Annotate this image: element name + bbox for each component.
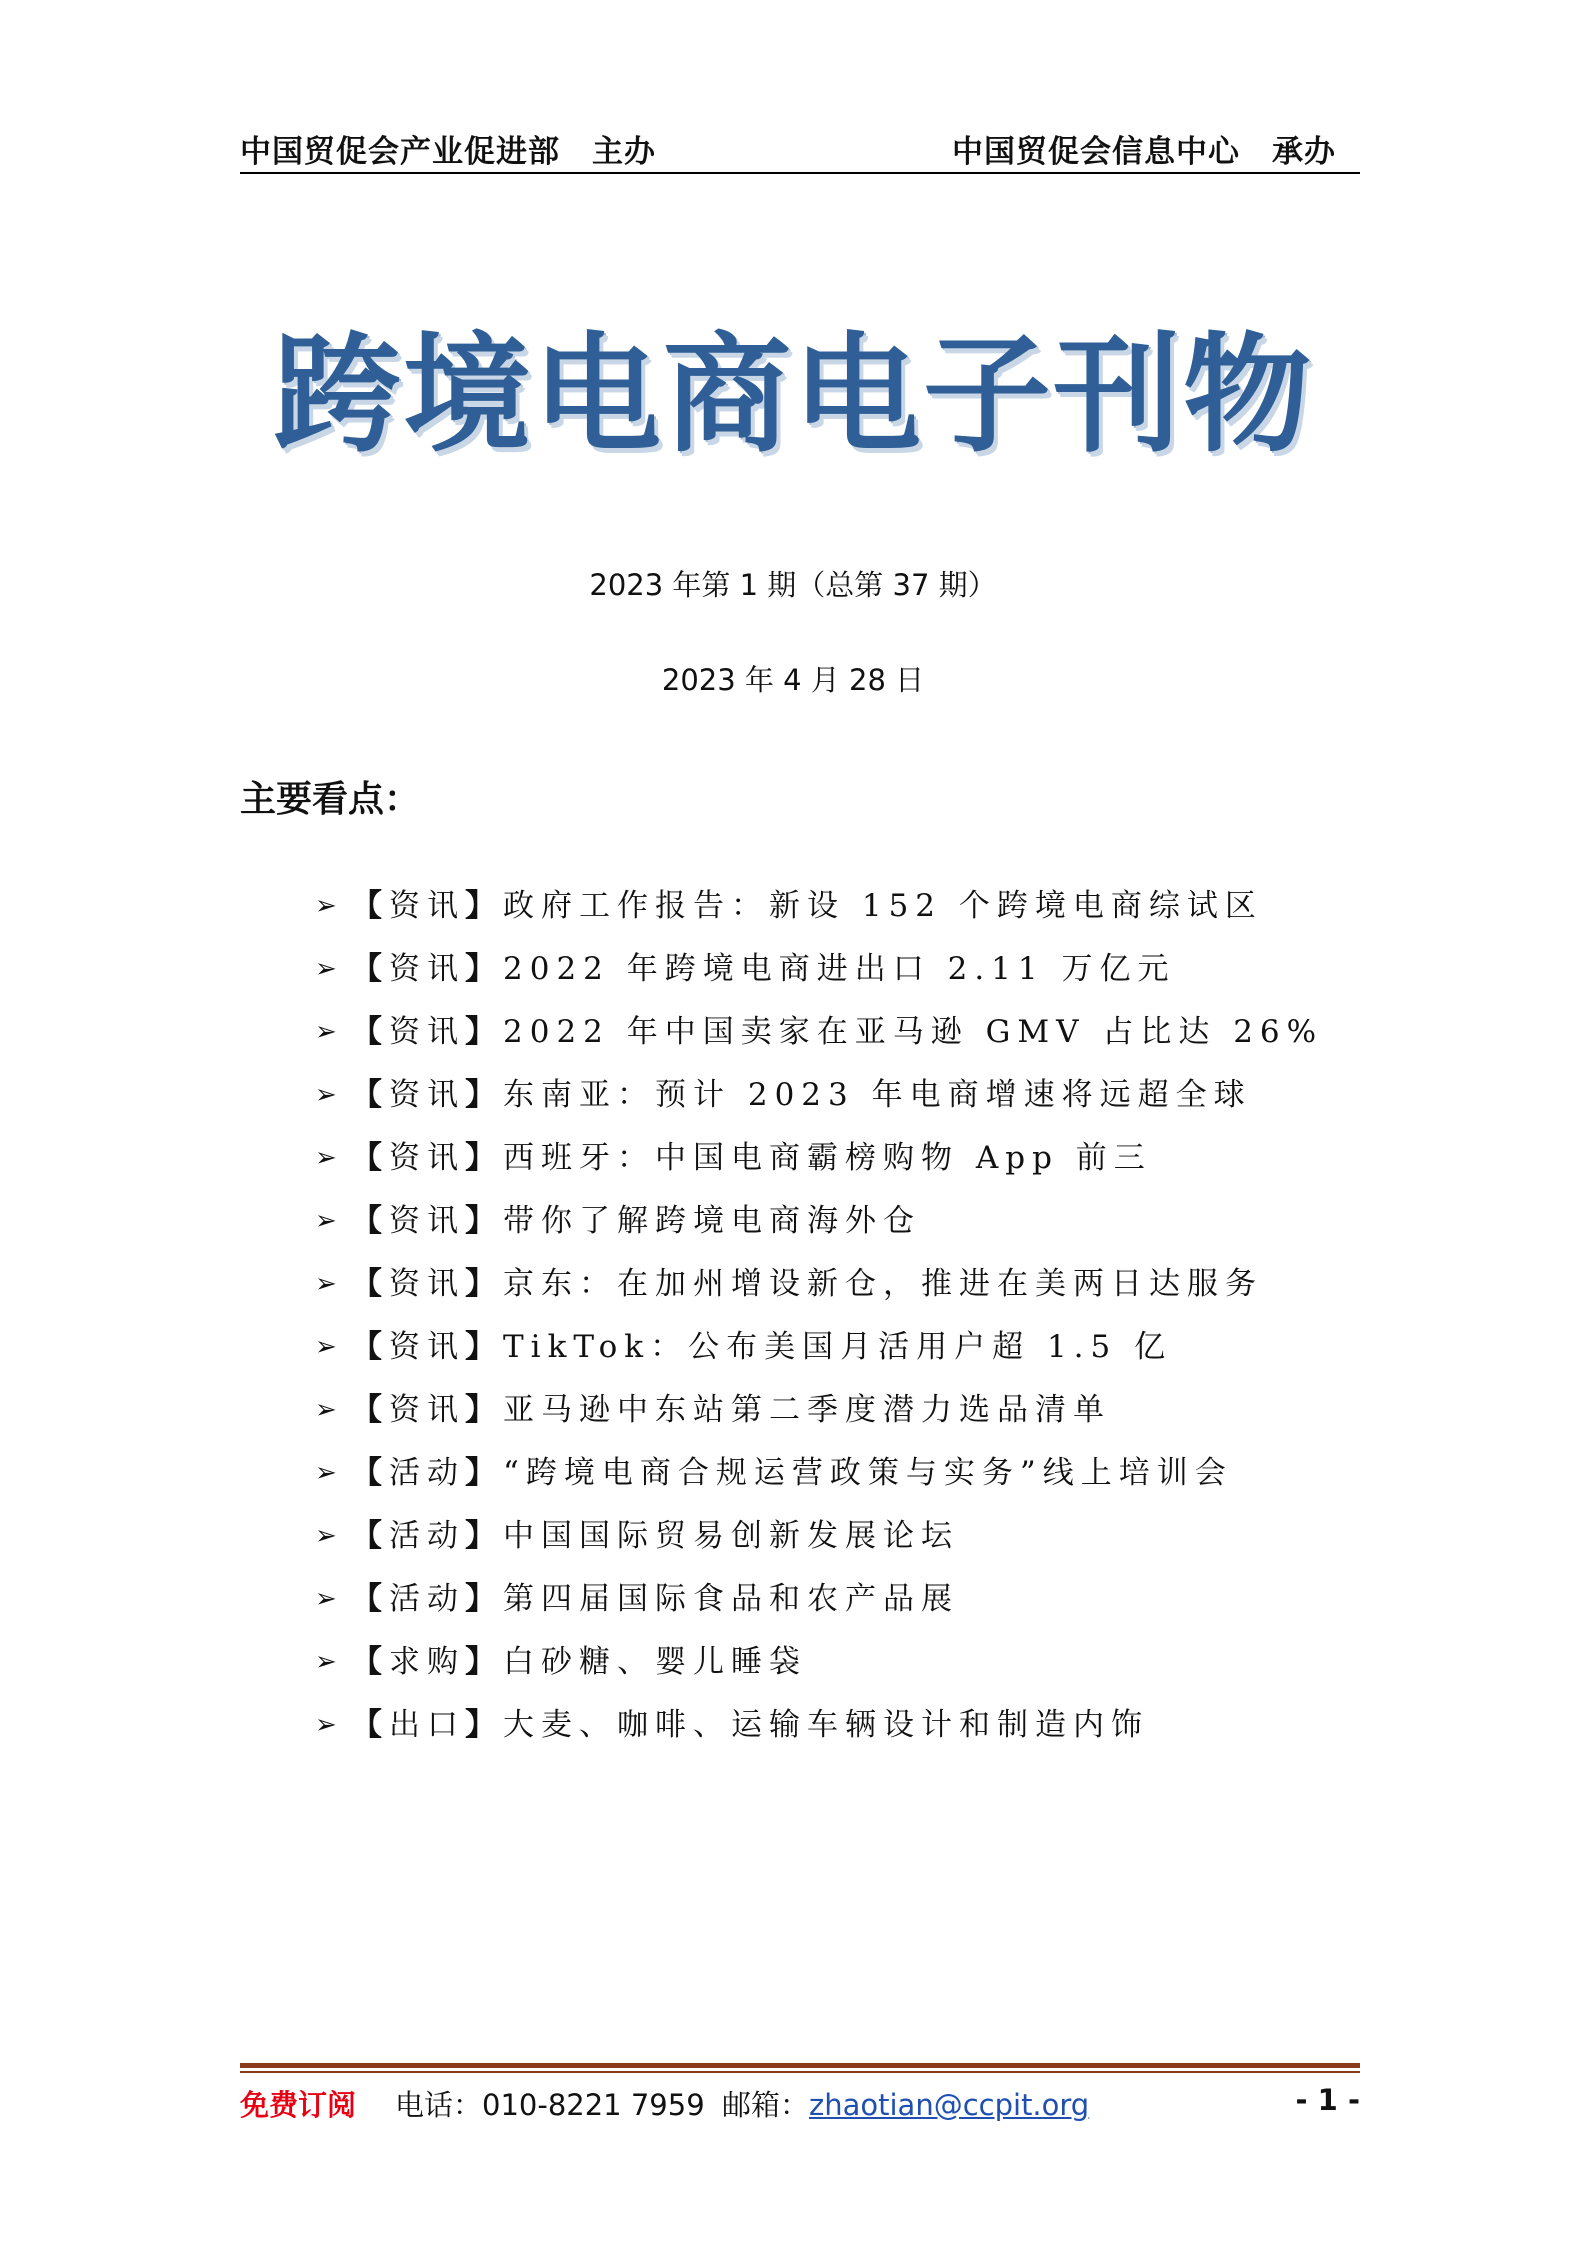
email-field <box>722 2083 1089 2124</box>
item-tag: 资讯 <box>389 1014 465 1050</box>
tag-bracket-close: 】 <box>465 1392 503 1428</box>
item-tag: 活动 <box>389 1518 465 1554</box>
tag-bracket-close: 】 <box>465 1455 503 1491</box>
item-tag: 活动 <box>389 1455 465 1491</box>
tag-bracket-open: 【 <box>351 1455 389 1491</box>
tag-bracket-close: 】 <box>465 1644 503 1680</box>
footer-rule-thin <box>240 2071 1360 2073</box>
item-tag: 资讯 <box>389 1266 465 1302</box>
arrow-bullet-icon: ➢ <box>315 1584 337 1614</box>
publication-title: 跨境电商电子刊物 <box>272 321 1313 470</box>
item-tag: 资讯 <box>389 1077 465 1113</box>
list-item <box>315 1006 1324 1069</box>
arrow-bullet-icon: ➢ <box>315 1458 337 1488</box>
item-text: 大麦、咖啡、运输车辆设计和制造内饰 <box>503 1707 1149 1743</box>
tag-bracket-close: 】 <box>465 1203 503 1239</box>
issue-number: 2023 年第 1 期（总第 37 期） <box>589 568 997 602</box>
item-text: 带你了解跨境电商海外仓 <box>503 1203 921 1239</box>
list-item <box>315 1132 1315 1195</box>
email-link[interactable]: zhaotian@ccpit.org <box>809 2088 1090 2122</box>
page-header <box>240 122 1360 174</box>
arrow-bullet-icon: ➢ <box>315 1332 337 1362</box>
arrow-bullet-icon: ➢ <box>315 1143 337 1173</box>
tag-bracket-open: 【 <box>351 1644 389 1680</box>
tag-bracket-open: 【 <box>351 1581 389 1617</box>
tag-bracket-open: 【 <box>351 951 389 987</box>
arrow-bullet-icon: ➢ <box>315 1080 337 1110</box>
tag-bracket-open: 【 <box>351 888 389 924</box>
list-item <box>315 1699 1315 1762</box>
issue-date: 2023 年 4 月 28 日 <box>661 663 925 697</box>
arrow-bullet-icon: ➢ <box>315 1710 337 1740</box>
highlights-heading: 主要看点： <box>240 779 421 820</box>
arrow-bullet-icon: ➢ <box>315 1521 337 1551</box>
item-text: 亚马逊中东站第二季度潜力选品清单 <box>503 1392 1111 1428</box>
list-item <box>315 943 1315 1006</box>
tag-bracket-open: 【 <box>351 1203 389 1239</box>
list-item <box>315 1384 1315 1447</box>
tag-bracket-close: 】 <box>465 1518 503 1554</box>
item-tag: 资讯 <box>389 888 465 924</box>
list-item <box>315 1069 1315 1132</box>
item-tag: 资讯 <box>389 1329 465 1365</box>
item-tag: 资讯 <box>389 951 465 987</box>
tag-bracket-close: 】 <box>465 1329 503 1365</box>
item-text: 东南亚：预计 2023 年电商增速将远超全球 <box>503 1077 1252 1113</box>
page-footer <box>240 2083 1360 2123</box>
host-label: 中国贸促会信息中心 承办 <box>952 134 1336 170</box>
arrow-bullet-icon: ➢ <box>315 954 337 984</box>
arrow-bullet-icon: ➢ <box>315 1269 337 1299</box>
tag-bracket-open: 【 <box>351 1707 389 1743</box>
item-text: 2022 年跨境电商进出口 2.11 万亿元 <box>503 951 1176 987</box>
tag-bracket-close: 】 <box>465 1014 503 1050</box>
item-text: 中国国际贸易创新发展论坛 <box>503 1518 959 1554</box>
email-label: 邮箱： <box>722 2088 810 2122</box>
arrow-bullet-icon: ➢ <box>315 1647 337 1677</box>
item-text: TikTok：公布美国月活用户超 1.5 亿 <box>503 1329 1173 1365</box>
tag-bracket-close: 】 <box>465 888 503 924</box>
list-item <box>315 1636 1315 1699</box>
item-text: 政府工作报告：新设 152 个跨境电商综试区 <box>503 888 1263 924</box>
tag-bracket-close: 】 <box>465 1581 503 1617</box>
list-item <box>315 1321 1315 1384</box>
item-text: 第四届国际食品和农产品展 <box>503 1581 959 1617</box>
tag-bracket-open: 【 <box>351 1140 389 1176</box>
item-text: “跨境电商合规运营政策与实务”线上培训会 <box>503 1455 1233 1491</box>
tag-bracket-close: 】 <box>465 1707 503 1743</box>
subscribe-label: 免费订阅 <box>240 2088 357 2122</box>
organizer-label: 中国贸促会产业促进部 主办 <box>240 134 656 170</box>
item-text: 京东：在加州增设新仓，推进在美两日达服务 <box>503 1266 1263 1302</box>
item-tag: 求购 <box>389 1644 465 1680</box>
tag-bracket-open: 【 <box>351 1014 389 1050</box>
item-text: 西班牙：中国电商霸榜购物 App 前三 <box>503 1140 1152 1176</box>
tag-bracket-close: 】 <box>465 1266 503 1302</box>
arrow-bullet-icon: ➢ <box>315 1395 337 1425</box>
arrow-bullet-icon: ➢ <box>315 891 337 921</box>
item-tag: 出口 <box>389 1707 465 1743</box>
list-item <box>315 1573 1315 1636</box>
arrow-bullet-icon: ➢ <box>315 1017 337 1047</box>
item-tag: 资讯 <box>389 1140 465 1176</box>
phone-number: 电话：010-8221 7959 <box>395 2088 705 2122</box>
page-number: - 1 - <box>1295 2083 1360 2117</box>
tag-bracket-close: 】 <box>465 1077 503 1113</box>
footer-rule-thick <box>240 2063 1360 2068</box>
list-item <box>315 1195 1315 1258</box>
tag-bracket-close: 】 <box>465 951 503 987</box>
item-tag: 活动 <box>389 1581 465 1617</box>
list-item <box>315 1510 1315 1573</box>
arrow-bullet-icon: ➢ <box>315 1206 337 1236</box>
item-tag: 资讯 <box>389 1203 465 1239</box>
item-text: 2022 年中国卖家在亚马逊 GMV 占比达 26% <box>503 1014 1324 1050</box>
list-item <box>315 1258 1315 1321</box>
tag-bracket-open: 【 <box>351 1392 389 1428</box>
item-text: 白砂糖、婴儿睡袋 <box>503 1644 807 1680</box>
tag-bracket-open: 【 <box>351 1077 389 1113</box>
tag-bracket-open: 【 <box>351 1329 389 1365</box>
tag-bracket-close: 】 <box>465 1140 503 1176</box>
tag-bracket-open: 【 <box>351 1518 389 1554</box>
list-item <box>315 1447 1315 1510</box>
tag-bracket-open: 【 <box>351 1266 389 1302</box>
highlights-list <box>315 880 1324 1762</box>
item-tag: 资讯 <box>389 1392 465 1428</box>
list-item <box>315 880 1315 943</box>
